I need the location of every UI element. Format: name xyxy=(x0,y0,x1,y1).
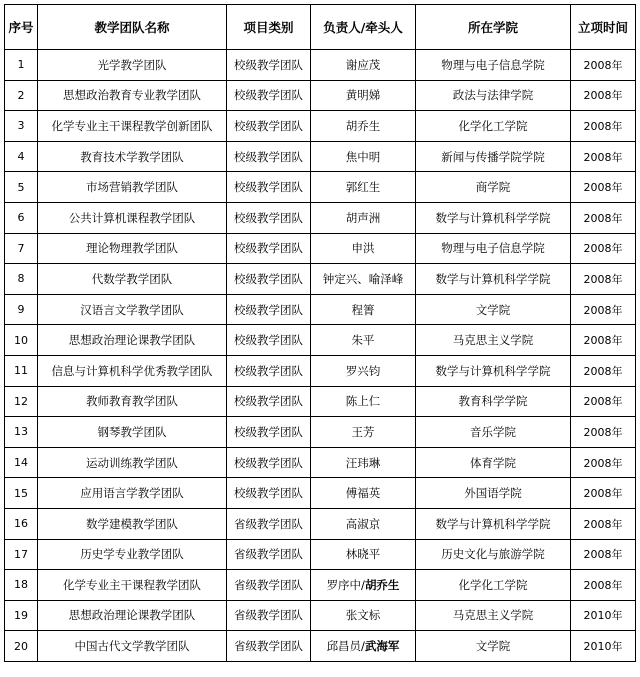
cell-year: 2008年 xyxy=(571,172,636,203)
cell-college: 数学与计算机科学学院 xyxy=(416,355,571,386)
cell-college: 化学化工学院 xyxy=(416,111,571,142)
cell-category: 校级教学团队 xyxy=(227,294,311,325)
cell-team: 钢琴教学团队 xyxy=(38,417,227,448)
cell-category: 省级教学团队 xyxy=(227,539,311,570)
cell-category: 校级教学团队 xyxy=(227,233,311,264)
cell-college: 历史文化与旅游学院 xyxy=(416,539,571,570)
header-leader: 负责人/牵头人 xyxy=(311,5,416,50)
table-row xyxy=(5,508,636,539)
cell-year: 2008年 xyxy=(571,141,636,172)
leader-primary: 罗序中/ xyxy=(326,577,365,592)
cell-leader: 钟定兴、喻泽峰 xyxy=(311,264,416,295)
teaching-teams-table xyxy=(4,4,636,662)
cell-year: 2008年 xyxy=(571,447,636,478)
cell-college: 数学与计算机科学学院 xyxy=(416,508,571,539)
cell-year: 2008年 xyxy=(571,264,636,295)
cell-year: 2008年 xyxy=(571,50,636,81)
cell-no: 3 xyxy=(5,111,38,142)
cell-no: 2 xyxy=(5,80,38,111)
cell-leader: 张文标 xyxy=(311,600,416,631)
cell-college: 文学院 xyxy=(416,294,571,325)
cell-no: 15 xyxy=(5,478,38,509)
cell-no: 20 xyxy=(5,631,38,662)
cell-year: 2008年 xyxy=(571,386,636,417)
cell-team: 化学专业主干课程教学创新团队 xyxy=(38,111,227,142)
table-row xyxy=(5,50,636,81)
cell-category: 校级教学团队 xyxy=(227,386,311,417)
cell-category: 校级教学团队 xyxy=(227,172,311,203)
cell-year: 2008年 xyxy=(571,478,636,509)
cell-college: 物理与电子信息学院 xyxy=(416,233,571,264)
cell-no: 6 xyxy=(5,202,38,233)
header-category: 项目类别 xyxy=(227,5,311,50)
table-row xyxy=(5,111,636,142)
cell-category: 校级教学团队 xyxy=(227,111,311,142)
cell-leader: 高淑京 xyxy=(311,508,416,539)
cell-year: 2008年 xyxy=(571,325,636,356)
cell-year: 2008年 xyxy=(571,233,636,264)
cell-year: 2008年 xyxy=(571,80,636,111)
cell-college: 化学化工学院 xyxy=(416,570,571,601)
table-row xyxy=(5,233,636,264)
cell-leader: 黄明娣 xyxy=(311,80,416,111)
table-row xyxy=(5,172,636,203)
cell-category: 校级教学团队 xyxy=(227,478,311,509)
cell-no: 1 xyxy=(5,50,38,81)
cell-category: 校级教学团队 xyxy=(227,202,311,233)
table-body xyxy=(5,50,636,662)
cell-no: 11 xyxy=(5,355,38,386)
cell-college: 教育科学学院 xyxy=(416,386,571,417)
cell-no: 14 xyxy=(5,447,38,478)
cell-category: 校级教学团队 xyxy=(227,264,311,295)
cell-no: 17 xyxy=(5,539,38,570)
cell-college: 商学院 xyxy=(416,172,571,203)
table-row xyxy=(5,141,636,172)
cell-category: 省级教学团队 xyxy=(227,508,311,539)
cell-leader: 陈上仁 xyxy=(311,386,416,417)
cell-leader: 林晓平 xyxy=(311,539,416,570)
table-row xyxy=(5,600,636,631)
table-row xyxy=(5,478,636,509)
table-row xyxy=(5,417,636,448)
cell-year: 2008年 xyxy=(571,202,636,233)
cell-leader: 朱平 xyxy=(311,325,416,356)
cell-college: 体育学院 xyxy=(416,447,571,478)
cell-team: 思想政治教育专业教学团队 xyxy=(38,80,227,111)
cell-team: 思想政治理论课教学团队 xyxy=(38,325,227,356)
cell-team: 理论物理教学团队 xyxy=(38,233,227,264)
cell-college: 物理与电子信息学院 xyxy=(416,50,571,81)
cell-no: 13 xyxy=(5,417,38,448)
cell-leader: 罗兴钧 xyxy=(311,355,416,386)
cell-team: 光学教学团队 xyxy=(38,50,227,81)
cell-team: 历史学专业教学团队 xyxy=(38,539,227,570)
cell-team: 市场营销教学团队 xyxy=(38,172,227,203)
cell-team: 代数学教学团队 xyxy=(38,264,227,295)
cell-college: 马克思主义学院 xyxy=(416,600,571,631)
cell-year: 2010年 xyxy=(571,600,636,631)
cell-leader xyxy=(311,570,416,601)
cell-category: 省级教学团队 xyxy=(227,631,311,662)
header-college: 所在学院 xyxy=(416,5,571,50)
cell-college: 马克思主义学院 xyxy=(416,325,571,356)
cell-leader: 焦中明 xyxy=(311,141,416,172)
table-row xyxy=(5,80,636,111)
cell-leader: 谢应茂 xyxy=(311,50,416,81)
cell-category: 校级教学团队 xyxy=(227,325,311,356)
cell-college: 外国语学院 xyxy=(416,478,571,509)
cell-college: 数学与计算机科学学院 xyxy=(416,202,571,233)
table-row xyxy=(5,294,636,325)
cell-team: 信息与计算机科学优秀教学团队 xyxy=(38,355,227,386)
cell-category: 校级教学团队 xyxy=(227,141,311,172)
cell-year: 2008年 xyxy=(571,417,636,448)
cell-leader: 王芳 xyxy=(311,417,416,448)
cell-team: 应用语言学教学团队 xyxy=(38,478,227,509)
cell-no: 19 xyxy=(5,600,38,631)
cell-team: 数学建模教学团队 xyxy=(38,508,227,539)
cell-leader: 郭红生 xyxy=(311,172,416,203)
cell-leader: 傅福英 xyxy=(311,478,416,509)
cell-team: 公共计算机课程教学团队 xyxy=(38,202,227,233)
leader-secondary: 胡乔生 xyxy=(364,577,400,592)
cell-category: 省级教学团队 xyxy=(227,600,311,631)
cell-college: 新闻与传播学院学院 xyxy=(416,141,571,172)
cell-year: 2008年 xyxy=(571,355,636,386)
cell-college: 数学与计算机科学学院 xyxy=(416,264,571,295)
cell-category: 校级教学团队 xyxy=(227,80,311,111)
table-row xyxy=(5,386,636,417)
cell-no: 12 xyxy=(5,386,38,417)
cell-leader: 胡乔生 xyxy=(311,111,416,142)
cell-college: 政法与法律学院 xyxy=(416,80,571,111)
cell-team: 汉语言文学教学团队 xyxy=(38,294,227,325)
cell-year: 2008年 xyxy=(571,294,636,325)
header-year: 立项时间 xyxy=(571,5,636,50)
cell-team: 思想政治理论课教学团队 xyxy=(38,600,227,631)
table-row xyxy=(5,264,636,295)
table-row xyxy=(5,570,636,601)
header-no: 序号 xyxy=(5,5,38,50)
cell-no: 18 xyxy=(5,570,38,601)
cell-category: 校级教学团队 xyxy=(227,355,311,386)
cell-category: 校级教学团队 xyxy=(227,417,311,448)
cell-team: 教师教育教学团队 xyxy=(38,386,227,417)
cell-leader: 申洪 xyxy=(311,233,416,264)
cell-no: 10 xyxy=(5,325,38,356)
cell-no: 5 xyxy=(5,172,38,203)
cell-category: 省级教学团队 xyxy=(227,570,311,601)
cell-no: 4 xyxy=(5,141,38,172)
cell-no: 7 xyxy=(5,233,38,264)
cell-year: 2008年 xyxy=(571,570,636,601)
cell-no: 9 xyxy=(5,294,38,325)
cell-category: 校级教学团队 xyxy=(227,447,311,478)
cell-team: 化学专业主干课程教学团队 xyxy=(38,570,227,601)
cell-team: 运动训练教学团队 xyxy=(38,447,227,478)
cell-year: 2008年 xyxy=(571,111,636,142)
header-team: 教学团队名称 xyxy=(38,5,227,50)
table-row xyxy=(5,355,636,386)
leader-primary: 邱昌员/ xyxy=(326,639,365,654)
cell-leader xyxy=(311,631,416,662)
cell-year: 2008年 xyxy=(571,539,636,570)
table-row xyxy=(5,539,636,570)
cell-leader: 胡声洲 xyxy=(311,202,416,233)
table-row xyxy=(5,202,636,233)
table-row xyxy=(5,325,636,356)
header-row xyxy=(5,5,636,50)
cell-leader: 程箐 xyxy=(311,294,416,325)
cell-year: 2008年 xyxy=(571,508,636,539)
cell-no: 8 xyxy=(5,264,38,295)
cell-leader: 汪玮琳 xyxy=(311,447,416,478)
table-row xyxy=(5,631,636,662)
cell-college: 音乐学院 xyxy=(416,417,571,448)
cell-year: 2010年 xyxy=(571,631,636,662)
cell-team: 中国古代文学教学团队 xyxy=(38,631,227,662)
leader-secondary: 武海军 xyxy=(364,639,400,654)
table-row xyxy=(5,447,636,478)
cell-no: 16 xyxy=(5,508,38,539)
cell-college: 文学院 xyxy=(416,631,571,662)
cell-category: 校级教学团队 xyxy=(227,50,311,81)
cell-team: 教育技术学教学团队 xyxy=(38,141,227,172)
